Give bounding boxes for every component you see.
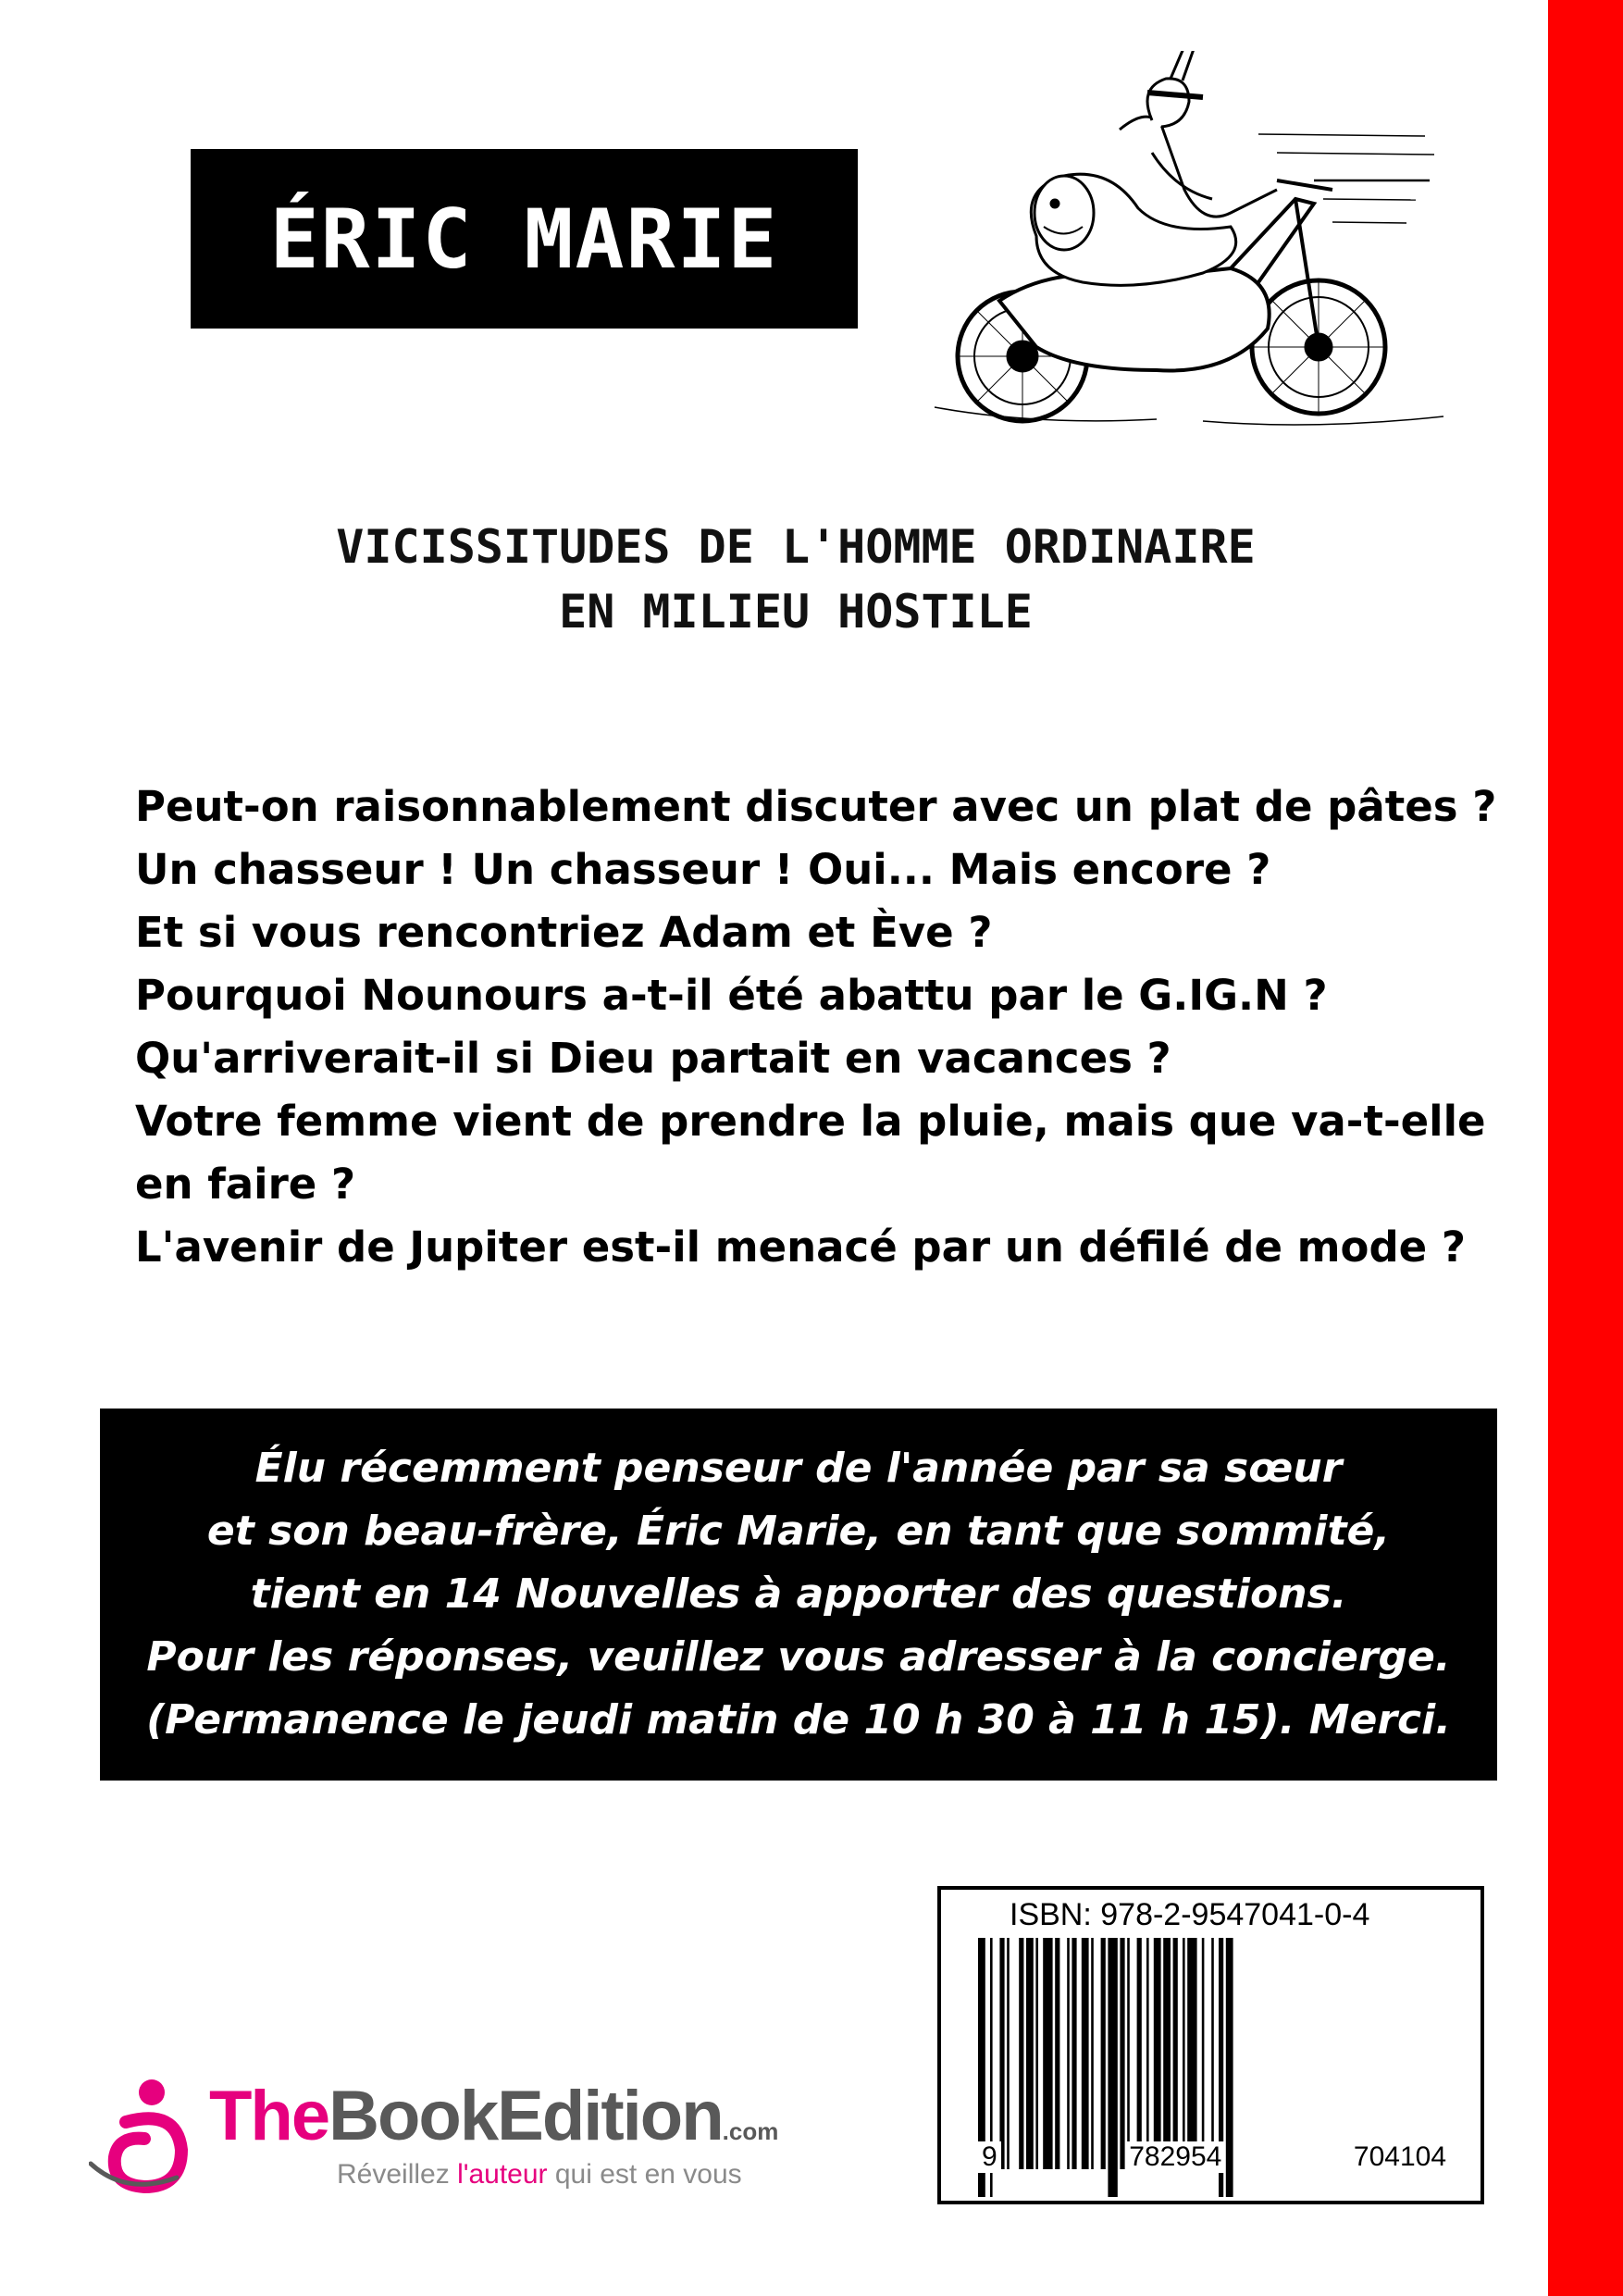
barcode-bar [1007,1938,1010,2169]
motorcycle-rider-with-dog-illustration [925,51,1453,449]
logo-the: The [209,2077,329,2155]
barcode-bar [1211,1938,1214,2169]
blurb-line: (Permanence le jeudi matin de 10 h 30 à 11 h 15). Merci. [146,1696,1451,1744]
logo-bookedition: BookEdition [328,2077,723,2155]
logo-domain: .com [722,2117,779,2145]
barcode-bar [1067,1938,1070,2169]
barcode-bar [1137,1938,1142,2169]
author-name-box [191,149,858,329]
author-name: ÉRIC MARIE [269,191,779,287]
question-line: Votre femme vient de prendre la pluie, mais que va-t-elle [135,1097,1486,1146]
barcode-bar [1202,1938,1205,2169]
barcode-bar [1154,1938,1161,2169]
blurb-line: Pour les réponses, veuillez vous adresser à la concierge. [146,1633,1451,1681]
barcode-bar [1072,1938,1076,2169]
book-title-line-2: EN MILIEU HOSTILE [559,585,1033,639]
publisher-tagline [337,2159,742,2191]
barcode-bar [1019,1938,1023,2169]
barcode-bar [1187,1938,1196,2169]
tagline-end: qui est en vous [547,2159,742,2190]
blurb-line: tient en 14 Nouvelles à apporter des questions. [250,1570,1347,1618]
isbn-label: ISBN: 978-2-9547041-0-4 [1010,1897,1370,1932]
barcode-digit-group: 704104 [1350,2141,1450,2173]
tagline-start: Réveillez [337,2159,458,2190]
barcode-bar [1183,1938,1185,2169]
barcode-bar [1091,1938,1094,2169]
barcode-bar [1055,1938,1059,2169]
publisher-logo [89,2076,829,2224]
barcode-bar [1120,1938,1124,2169]
red-side-band [1548,0,1623,2296]
barcode-bar [1101,1938,1106,2169]
question-line: L'avenir de Jupiter est-il menacé par un défilé de mode ? [135,1222,1466,1272]
blurb-line: Élu récemment penseur de l'année par sa sœur [254,1445,1343,1492]
question-line: Pourquoi Nounours a-t-il été abattu par le G.IG.N ? [135,971,1328,1020]
question-line: en faire ? [135,1160,356,1209]
barcode-bar [1035,1938,1038,2169]
person-swirl-logo-icon [89,2076,200,2196]
author-blurb-box [100,1409,1497,1781]
teaser-questions [135,776,1523,1279]
barcode-bar [999,1938,1004,2169]
book-title-line-1: VICISSITUDES DE L'HOMME ORDINAIRE [336,520,1256,574]
barcode-digit-group: 782954 [1125,2141,1225,2173]
question-line: Peut-on raisonnablement discuter avec un plat de pâtes ? [135,782,1497,831]
isbn-barcode-box [937,1886,1484,2204]
publisher-wordmark [209,2077,779,2155]
barcode-bar [1026,1938,1034,2169]
blurb-line: et son beau-frère, Éric Marie, en tant que sommité, [206,1508,1391,1555]
barcode-digit-group: 9 [978,2141,1001,2173]
question-line: Et si vous rencontriez Adam et Ève ? [135,908,993,957]
question-line: Qu'arriverait-il si Dieu partait en vacances ? [135,1034,1171,1083]
barcode-bar [1127,1938,1130,2169]
tagline-accent: l'auteur [457,2159,548,2190]
barcode-bar [1173,1938,1178,2169]
barcode-bar [1163,1938,1171,2169]
barcode-bar [1043,1938,1052,2169]
barcode-bar [1082,1938,1089,2169]
barcode-bar [1146,1938,1149,2169]
question-line: Un chasseur ! Un chasseur ! Oui... Mais encore ? [135,845,1271,894]
barcode-digits [978,2141,1450,2173]
